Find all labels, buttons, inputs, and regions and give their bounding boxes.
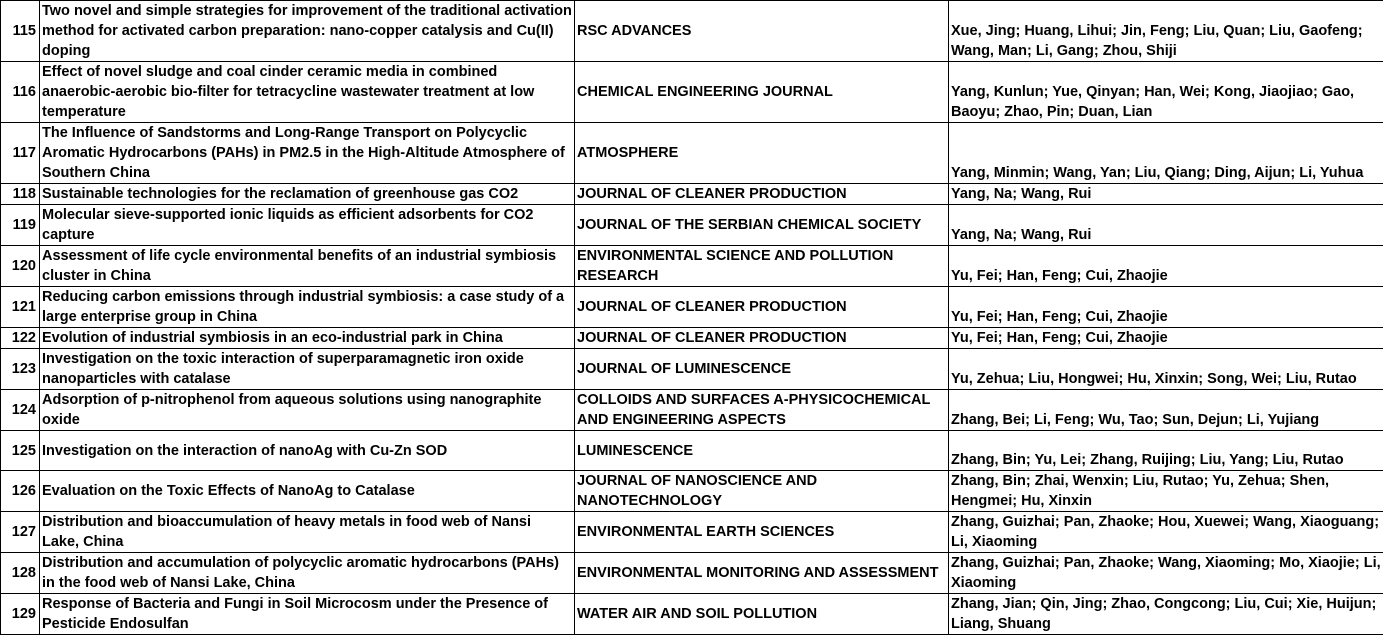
table-row [1, 287, 1383, 328]
row-number: 129 [1, 594, 40, 635]
journal-name: JOURNAL OF LUMINESCENCE [575, 349, 949, 390]
authors-list: Zhang, Bei; Li, Feng; Wu, Tao; Sun, Dejun; Li, Yujiang [949, 390, 1383, 431]
row-number: 121 [1, 287, 40, 328]
article-title: Evaluation on the Toxic Effects of NanoAg to Catalase [40, 471, 575, 512]
journal-name: CHEMICAL ENGINEERING JOURNAL [575, 62, 949, 123]
table-row [1, 512, 1383, 553]
authors-list: Yu, Zehua; Liu, Hongwei; Hu, Xinxin; Song, Wei; Liu, Rutao [949, 349, 1383, 390]
journal-name: WATER AIR AND SOIL POLLUTION [575, 594, 949, 635]
article-title: Investigation on the toxic interaction of superparamagnetic iron oxide nanoparticles with catalase [40, 349, 575, 390]
article-title: Sustainable technologies for the reclamation of greenhouse gas CO2 [40, 184, 575, 205]
article-title: Evolution of industrial symbiosis in an eco-industrial park in China [40, 328, 575, 349]
table-row [1, 431, 1383, 471]
row-number: 122 [1, 328, 40, 349]
authors-list: Zhang, Guizhai; Pan, Zhaoke; Hou, Xuewei; Wang, Xiaoguang; Li, Xiaoming [949, 512, 1383, 553]
row-number: 116 [1, 62, 40, 123]
row-number: 123 [1, 349, 40, 390]
authors-list: Yang, Minmin; Wang, Yan; Liu, Qiang; Ding, Aijun; Li, Yuhua [949, 123, 1383, 184]
authors-list: Yu, Fei; Han, Feng; Cui, Zhaojie [949, 287, 1383, 328]
row-number: 125 [1, 431, 40, 471]
journal-name: COLLOIDS AND SURFACES A-PHYSICOCHEMICAL AND ENGINEERING ASPECTS [575, 390, 949, 431]
article-title: Two novel and simple strategies for improvement of the traditional activation method for activated carbon preparation: nano-copper catalysis and Cu(II) doping [40, 1, 575, 62]
table-row [1, 349, 1383, 390]
journal-name: JOURNAL OF CLEANER PRODUCTION [575, 287, 949, 328]
article-title: Investigation on the interaction of nanoAg with Cu-Zn SOD [40, 431, 575, 471]
table-row [1, 184, 1383, 205]
authors-list: Zhang, Jian; Qin, Jing; Zhao, Congcong; Liu, Cui; Xie, Huijun; Liang, Shuang [949, 594, 1383, 635]
authors-list: Yang, Na; Wang, Rui [949, 184, 1383, 205]
journal-name: JOURNAL OF THE SERBIAN CHEMICAL SOCIETY [575, 205, 949, 246]
row-number: 117 [1, 123, 40, 184]
journal-name: JOURNAL OF CLEANER PRODUCTION [575, 184, 949, 205]
table-row [1, 123, 1383, 184]
row-number: 118 [1, 184, 40, 205]
table-row [1, 328, 1383, 349]
table-row [1, 62, 1383, 123]
row-number: 128 [1, 553, 40, 594]
journal-name: JOURNAL OF CLEANER PRODUCTION [575, 328, 949, 349]
table-row [1, 471, 1383, 512]
table-row [1, 553, 1383, 594]
authors-list: Yang, Na; Wang, Rui [949, 205, 1383, 246]
article-title: Adsorption of p-nitrophenol from aqueous solutions using nanographite oxide [40, 390, 575, 431]
row-number: 124 [1, 390, 40, 431]
table-row [1, 205, 1383, 246]
authors-list: Xue, Jing; Huang, Lihui; Jin, Feng; Liu, Quan; Liu, Gaofeng; Wang, Man; Li, Gang; Zhou, Shiji [949, 1, 1383, 62]
journal-name: ATMOSPHERE [575, 123, 949, 184]
article-title: The Influence of Sandstorms and Long-Range Transport on Polycyclic Aromatic Hydrocarbons (PAHs) in PM2.5 in the High-Altitude Atmosphere of Southern China [40, 123, 575, 184]
row-number: 126 [1, 471, 40, 512]
authors-list: Yu, Fei; Han, Feng; Cui, Zhaojie [949, 328, 1383, 349]
table-row [1, 390, 1383, 431]
article-title: Assessment of life cycle environmental benefits of an industrial symbiosis cluster in China [40, 246, 575, 287]
table-row [1, 246, 1383, 287]
table-row [1, 1, 1383, 62]
authors-list: Zhang, Bin; Zhai, Wenxin; Liu, Rutao; Yu, Zehua; Shen, Hengmei; Hu, Xinxin [949, 471, 1383, 512]
authors-list: Yu, Fei; Han, Feng; Cui, Zhaojie [949, 246, 1383, 287]
journal-name: LUMINESCENCE [575, 431, 949, 471]
article-title: Distribution and accumulation of polycyclic aromatic hydrocarbons (PAHs) in the food web of Nansi Lake, China [40, 553, 575, 594]
journal-name: RSC ADVANCES [575, 1, 949, 62]
journal-name: ENVIRONMENTAL MONITORING AND ASSESSMENT [575, 553, 949, 594]
article-title: Effect of novel sludge and coal cinder ceramic media in combined anaerobic-aerobic bio-filter for tetracycline wastewater treatment at low temperature [40, 62, 575, 123]
journal-name: ENVIRONMENTAL SCIENCE AND POLLUTION RESEARCH [575, 246, 949, 287]
article-title: Molecular sieve-supported ionic liquids as efficient adsorbents for CO2 capture [40, 205, 575, 246]
authors-list: Yang, Kunlun; Yue, Qinyan; Han, Wei; Kong, Jiaojiao; Gao, Baoyu; Zhao, Pin; Duan, Lian [949, 62, 1383, 123]
row-number: 127 [1, 512, 40, 553]
journal-name: JOURNAL OF NANOSCIENCE AND NANOTECHNOLOGY [575, 471, 949, 512]
row-number: 120 [1, 246, 40, 287]
authors-list: Zhang, Guizhai; Pan, Zhaoke; Wang, Xiaoming; Mo, Xiaojie; Li, Xiaoming [949, 553, 1383, 594]
article-title: Response of Bacteria and Fungi in Soil Microcosm under the Presence of Pesticide Endosulfan [40, 594, 575, 635]
row-number: 119 [1, 205, 40, 246]
table-row [1, 594, 1383, 635]
article-title: Reducing carbon emissions through industrial symbiosis: a case study of a large enterprise group in China [40, 287, 575, 328]
row-number: 115 [1, 1, 40, 62]
journal-name: ENVIRONMENTAL EARTH SCIENCES [575, 512, 949, 553]
article-title: Distribution and bioaccumulation of heavy metals in food web of Nansi Lake, China [40, 512, 575, 553]
authors-list: Zhang, Bin; Yu, Lei; Zhang, Ruijing; Liu, Yang; Liu, Rutao [949, 431, 1383, 471]
